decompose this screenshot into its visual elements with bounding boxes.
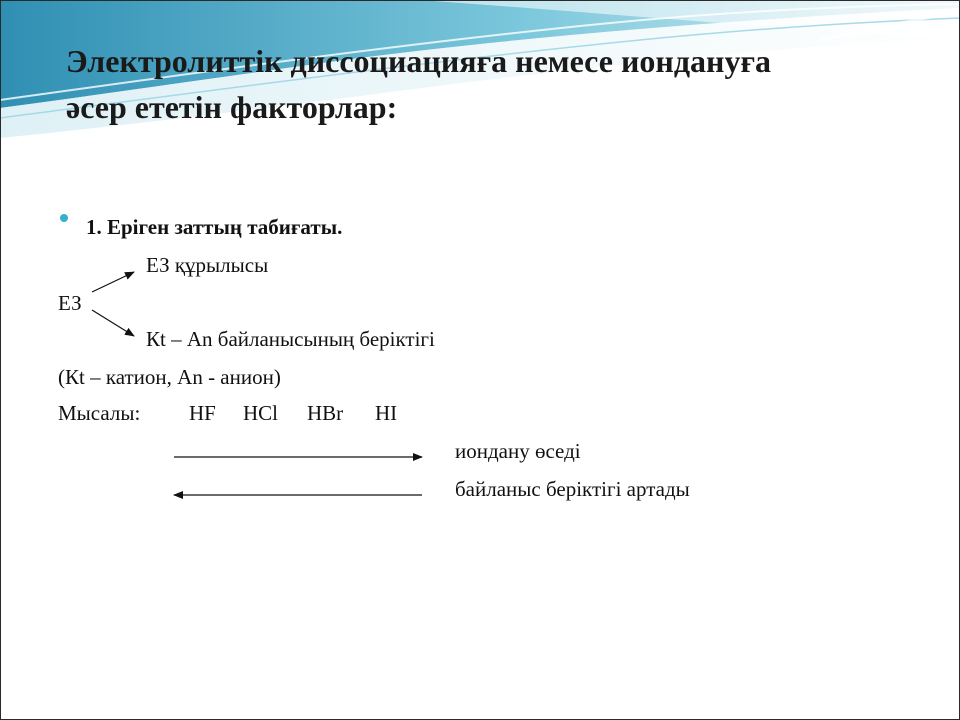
example-hf: HF: [189, 401, 216, 425]
example-hbr: HBr: [307, 401, 344, 425]
example-hcl: HCl: [243, 401, 279, 425]
slide-title: [66, 38, 926, 130]
title-line-2: әсер ететін факторлар:: [66, 89, 398, 125]
example-hi: HI: [375, 401, 398, 425]
examples-label: Мысалы:: [58, 401, 141, 425]
branch-bottom-label: Кt – Аn байланысының беріктігі: [146, 327, 435, 351]
title-line-1: Электролиттік диссоциацияға немесе иондануға: [66, 43, 771, 79]
bullet-dot-icon: [60, 214, 68, 222]
branch-arrow-up: [92, 272, 134, 292]
branch-top-label: ЕЗ құрылысы: [146, 253, 269, 277]
legend-text: (Кt – катион, Аn - анион): [58, 365, 281, 389]
point-heading: 1. Еріген заттың табиғаты.: [86, 215, 343, 239]
trend-left-label: байланыс беріктігі артады: [455, 477, 690, 501]
root-label: ЕЗ: [58, 291, 82, 315]
trend-right-label: иондану өседі: [455, 439, 581, 463]
branch-arrow-down: [92, 310, 134, 336]
